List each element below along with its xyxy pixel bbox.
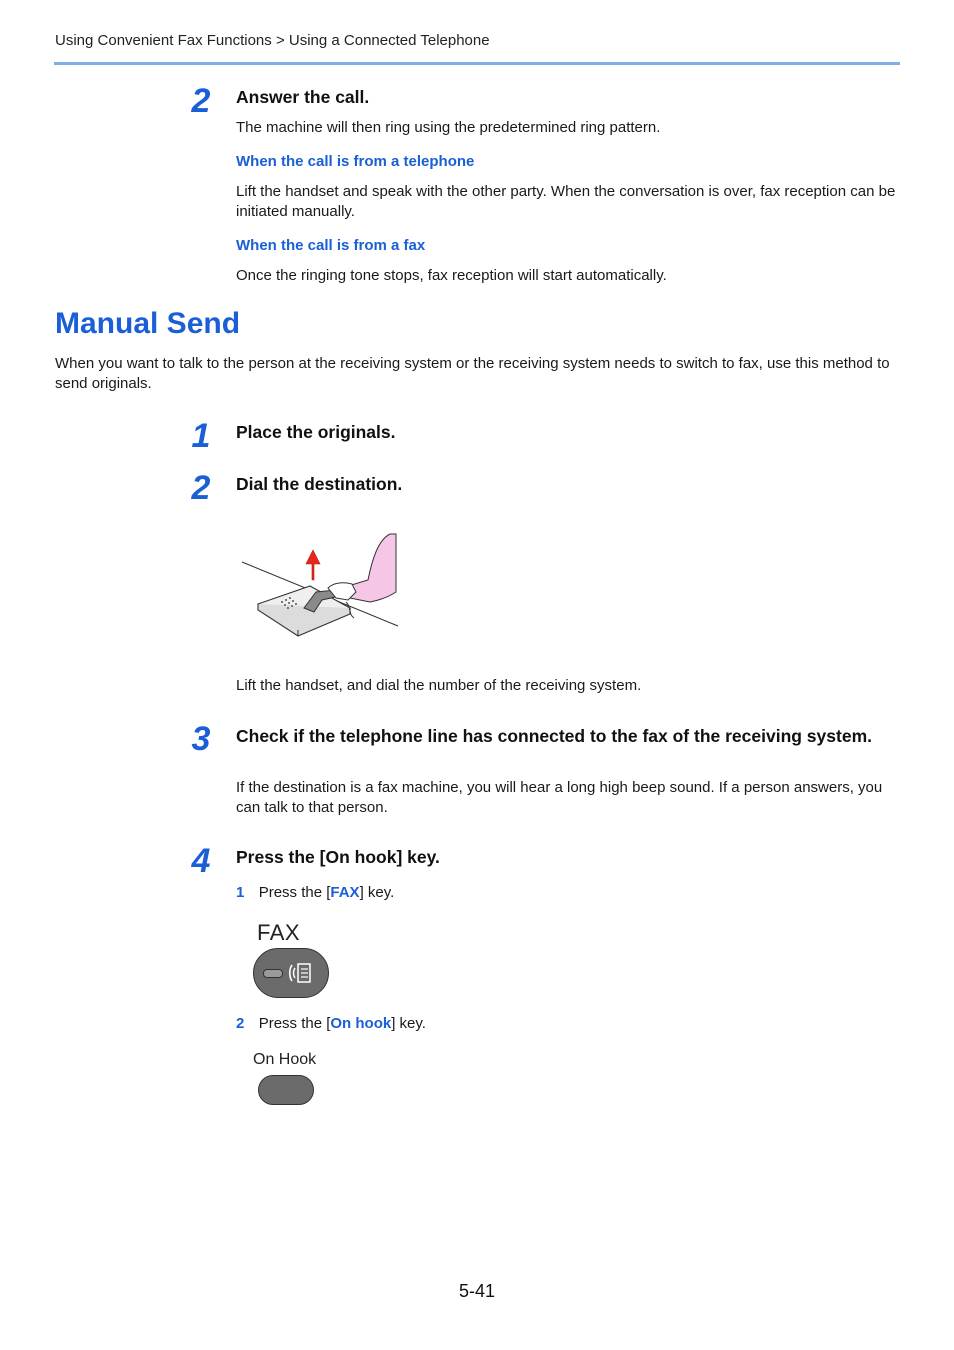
section-title: Manual Send [55,307,241,340]
substep-suffix: ] key. [391,1015,426,1032]
indicator-led [263,969,283,978]
step-number: 3 [191,720,211,758]
telephone-text: Lift the handset and speak with the other party. When the conversation is over, fax reception can be initiated manually. [236,183,896,220]
substep-onhook [236,1015,426,1032]
substep-number: 1 [236,884,245,901]
step-title: Dial the destination. [236,474,403,494]
step-title: Answer the call. [236,87,370,107]
fax-key-label: FAX [257,920,301,945]
header-rule [54,62,900,65]
subheading-telephone: When the call is from a telephone [236,153,475,170]
step-number: 2 [191,469,211,507]
step-title: Press the [On hook] key. [236,847,440,867]
step-title: Place the originals. [236,422,396,442]
step-title: Check if the telephone line has connected to the fax of the receiving system. [236,726,872,746]
step-text: If the destination is a fax machine, you will hear a long high beep sound. If a person answers, you can talk to that person. [236,779,883,816]
section-intro: When you want to talk to the person at the receiving system or the receiving system needs to switch to fax, use this method to send originals. [55,355,890,392]
step-caption: Lift the handset, and dial the number of the receiving system. [236,677,642,694]
step-number: 2 [191,82,211,120]
substep-prefix: Press the [ [258,884,331,901]
onhook-key-label: On Hook [253,1051,317,1068]
key-name-fax: FAX [330,884,360,901]
breadcrumb: Using Convenient Fax Functions > Using a Connected Telephone [55,32,490,49]
fax-key-icon [287,959,313,992]
fax-key-button[interactable] [253,948,329,998]
onhook-key-button[interactable] [258,1075,314,1105]
page-number: 5-41 [458,1281,496,1301]
step-number: 4 [191,842,211,880]
step-text: The machine will then ring using the predetermined ring pattern. [236,119,661,136]
substep-suffix: ] key. [359,884,395,901]
key-name-onhook: On hook [330,1015,392,1032]
substep-number: 2 [236,1015,245,1032]
step-number: 1 [191,417,211,455]
handset-lift-illustration [240,530,400,647]
fax-text: Once the ringing tone stops, fax reception will start automatically. [236,267,667,284]
substep-prefix: Press the [ [258,1015,331,1032]
substep-fax [236,884,394,901]
subheading-fax: When the call is from a fax [236,237,426,254]
